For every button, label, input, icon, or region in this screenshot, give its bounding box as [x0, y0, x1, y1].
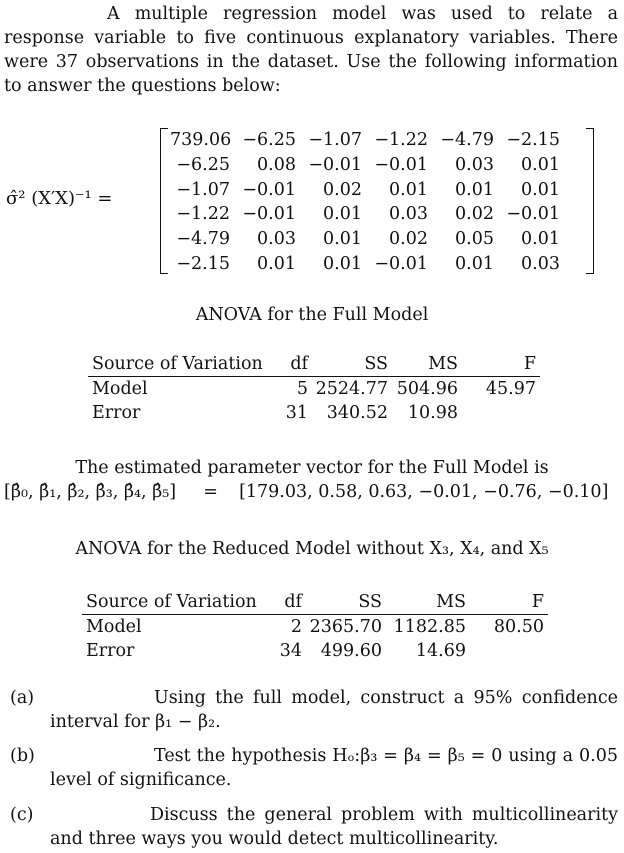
matrix-cell: 0.01	[389, 179, 428, 200]
matrix-cell: −1.22	[374, 130, 428, 150]
matrix-cell: −1.07	[308, 130, 362, 150]
matrix-cell: −2.15	[506, 130, 560, 150]
table-row	[88, 377, 540, 402]
matrix-cell: 0.01	[521, 154, 560, 175]
cell-ms: 10.98	[407, 403, 458, 423]
matrix-cell: 0.03	[521, 253, 560, 274]
cell-source: Error	[86, 641, 135, 661]
right-bracket	[586, 128, 594, 274]
reduced-anova-table	[82, 590, 548, 663]
cell-source: Error	[92, 403, 141, 423]
matrix-cell: 0.01	[323, 204, 362, 225]
full-anova-table	[88, 352, 540, 425]
header-source: Source of Variation	[82, 590, 272, 615]
matrix-cell: 739.06	[170, 130, 232, 150]
matrix-cell: 0.01	[323, 253, 362, 274]
matrix-label: σ̂² (X′X)⁻¹ =	[6, 188, 113, 209]
cell-ss: 2365.70	[309, 617, 382, 637]
matrix-cell: −0.01	[308, 154, 362, 175]
matrix-cell: −6.25	[242, 130, 296, 150]
cell-source: Model	[92, 379, 148, 399]
parameter-equation	[4, 480, 618, 504]
cell-df: 34	[279, 641, 302, 661]
cell-ss: 340.52	[326, 403, 388, 423]
matrix-cell: 0.05	[455, 229, 494, 250]
parameter-intro: The estimated parameter vector for the Full Model is	[75, 458, 549, 478]
matrix-cell: 0.03	[389, 204, 428, 225]
cell-source: Model	[86, 617, 142, 637]
question-a-tag: (a)	[10, 688, 35, 708]
matrix-cell: 0.01	[455, 253, 494, 274]
header-df: df	[272, 590, 302, 615]
matrix-cell: 0.01	[455, 179, 494, 200]
matrix-cell: 0.08	[257, 154, 296, 175]
table-row	[82, 615, 548, 640]
intro-text: A multiple regression model was used to relate a response variable to five continuous explanatory variables. There were 37 observations in the dataset. Use the following information to answer the questions below:	[4, 4, 618, 96]
matrix-cell: 0.01	[521, 229, 560, 250]
full-anova-title: ANOVA for the Full Model	[195, 305, 429, 325]
matrix-cell: 0.02	[323, 179, 362, 200]
header-ss: SS	[308, 352, 388, 377]
header-df: df	[278, 352, 308, 377]
cell-df: 2	[290, 617, 302, 637]
matrix-cell: 0.03	[257, 229, 296, 250]
cell-f: 45.97	[485, 379, 536, 399]
matrix-cell: −1.07	[176, 179, 230, 200]
header-ms: MS	[388, 352, 458, 377]
header-ss: SS	[302, 590, 382, 615]
header-ms: MS	[382, 590, 466, 615]
matrix-cell: 0.02	[455, 204, 494, 225]
matrix-cell: 0.02	[389, 229, 428, 250]
left-bracket	[160, 128, 168, 274]
matrix-cell: −0.01	[242, 179, 296, 200]
cell-df: 5	[296, 379, 308, 399]
cell-f	[458, 401, 540, 425]
cell-ss: 2524.77	[315, 379, 388, 399]
question-c-text: Discuss the general problem with multicollinearity and three ways you would detect multicollinearity.	[50, 805, 618, 849]
matrix-cell: −0.01	[242, 204, 296, 225]
question-a-text: Using the full model, construct a 95% confidence interval for β₁ − β₂.	[50, 688, 618, 732]
parameter-lhs: [β̂₀, β̂₁, β̂₂, β̂₃, β̂₄, β̂₅]	[4, 482, 177, 502]
intro-paragraph	[4, 2, 618, 98]
parameter-rhs: [179.03, 0.58, 0.63, −0.01, −0.76, −0.10]	[239, 482, 609, 502]
header-f: F	[466, 590, 548, 615]
cell-ms: 504.96	[396, 379, 458, 399]
matrix-cell: −4.79	[440, 130, 494, 150]
question-b-text: Test the hypothesis Hₒ:β₃ = β₄ = β₅ = 0 using a 0.05 level of significance.	[50, 746, 618, 790]
matrix-cell: −6.25	[176, 154, 230, 175]
matrix-cell: −1.22	[176, 204, 230, 225]
header-source: Source of Variation	[88, 352, 278, 377]
matrix-cell: 0.03	[455, 154, 494, 175]
cell-ms: 14.69	[415, 641, 466, 661]
table-header-row	[88, 352, 540, 377]
cell-df: 31	[285, 403, 308, 423]
matrix-cell: 0.01	[521, 179, 560, 200]
cell-f	[466, 639, 548, 663]
cell-f: 80.50	[493, 617, 544, 637]
matrix-cell: 0.01	[323, 229, 362, 250]
cell-ms: 1182.85	[393, 617, 466, 637]
table-row	[88, 401, 540, 425]
table-row	[82, 639, 548, 663]
matrix-cell: −2.15	[176, 253, 230, 274]
matrix-cell: −4.79	[176, 229, 230, 250]
table-header-row	[82, 590, 548, 615]
equals-sign: =	[203, 482, 218, 502]
matrix-cell: 0.01	[257, 253, 296, 274]
matrix-cell: −0.01	[374, 154, 428, 175]
covariance-matrix	[160, 128, 594, 274]
matrix-grid	[170, 128, 560, 277]
question-c-tag: (c)	[10, 805, 34, 825]
question-b-tag: (b)	[10, 746, 35, 766]
parameter-vector	[0, 456, 624, 502]
matrix-cell: −0.01	[506, 204, 560, 225]
cell-ss: 499.60	[320, 641, 382, 661]
header-f: F	[458, 352, 540, 377]
reduced-anova-title: ANOVA for the Reduced Model without X₃, X₄, and X₅	[75, 539, 549, 559]
matrix-cell: −0.01	[374, 253, 428, 274]
